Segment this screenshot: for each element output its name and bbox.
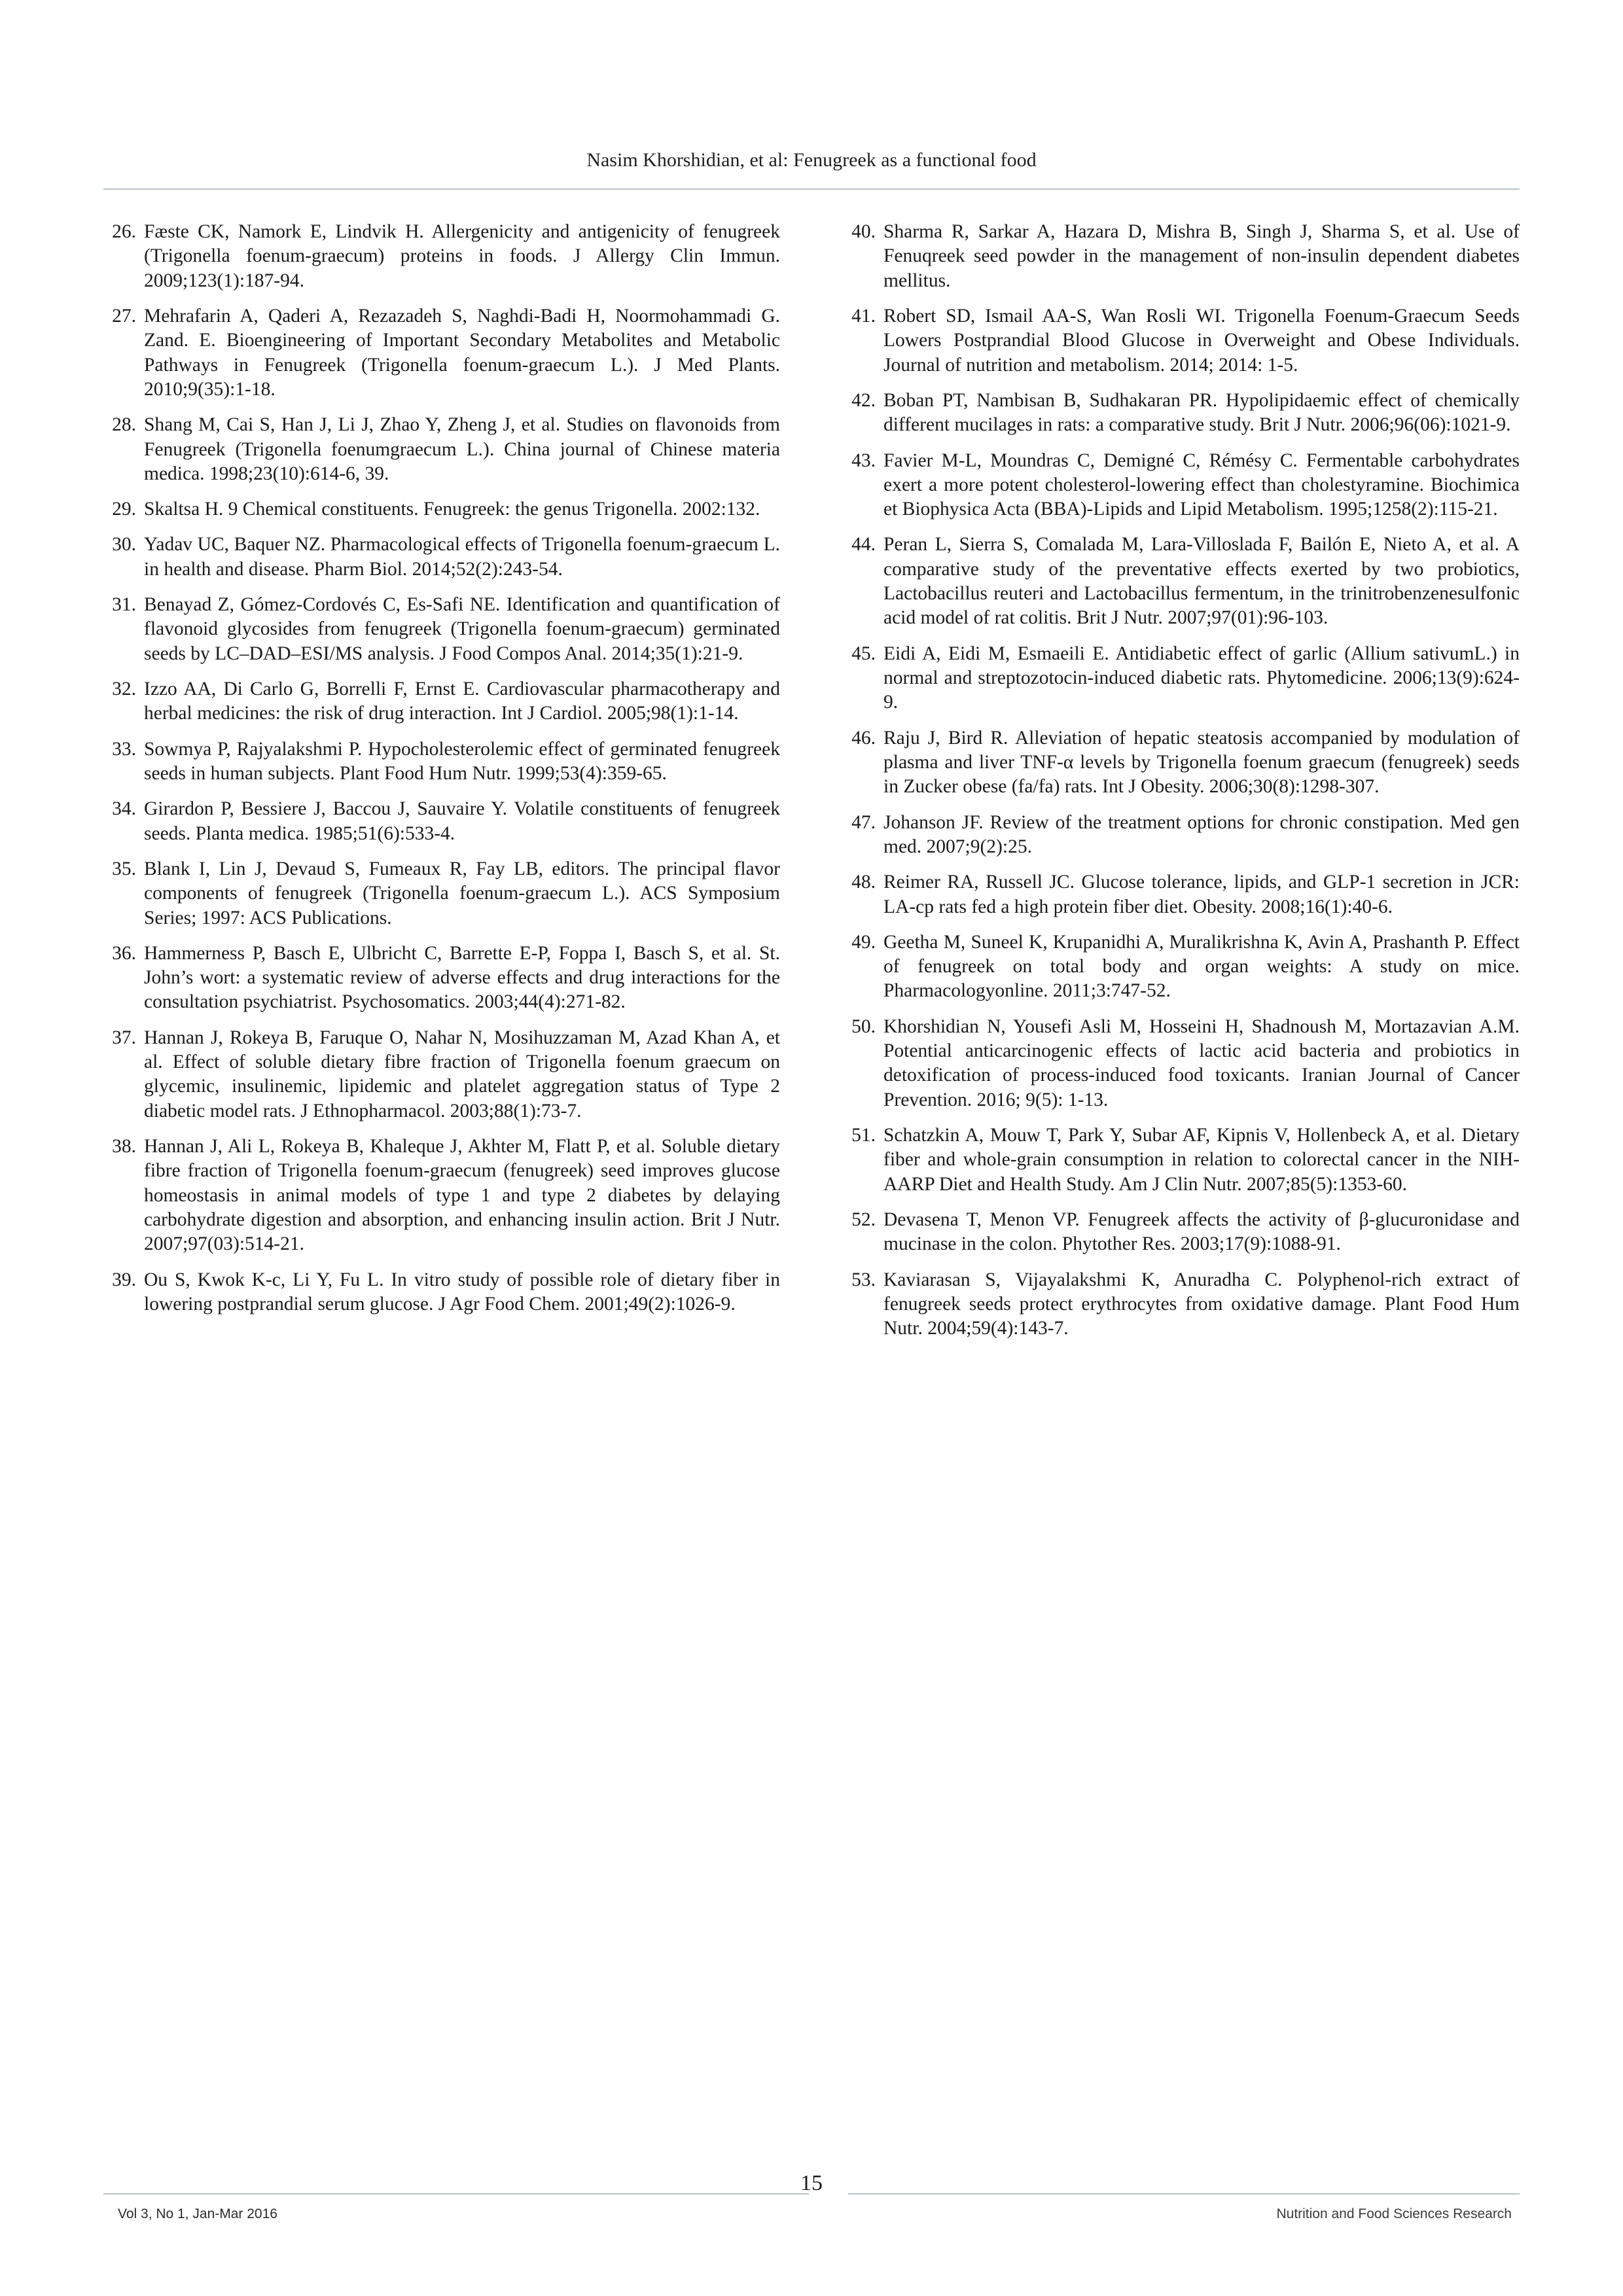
reference-item [843, 930, 1520, 1004]
reference-number: 41. [851, 305, 876, 327]
reference-list-right [843, 220, 1520, 1341]
reference-text: Favier M-L, Moundras C, Demigné C, Rémésy C. Fermentable carbohydrates exert a more potent cholesterol-lowering effect than cholestyramine. Biochimica et Biophysica Acta (BBA)-Lipids and Lipid Metabolism. 1995;1258(2):115-21. [883, 450, 1520, 520]
reference-number: 34. [112, 798, 136, 820]
reference-number: 28. [112, 414, 136, 436]
reference-number: 33. [112, 738, 136, 760]
right-column [843, 220, 1520, 1352]
reference-columns [103, 220, 1520, 1352]
reference-item [843, 304, 1520, 378]
reference-item [103, 413, 780, 486]
reference-number: 48. [851, 872, 876, 893]
reference-text: Ou S, Kwok K-c, Li Y, Fu L. In vitro study of possible role of dietary fiber in lowering postprandial serum glucose. J Agr Food Chem. 2001;49(2):1026-9. [144, 1269, 780, 1315]
reference-text: Blank I, Lin J, Devaud S, Fumeaux R, Fay LB, editors. The principal flavor components of fenugreek (Trigonella foenum-graecum L.). ACS Symposium Series; 1997: ACS Publications. [144, 858, 780, 928]
reference-item [843, 726, 1520, 800]
reference-item [843, 533, 1520, 630]
footer-journal-name: Nutrition and Food Sciences Research [1276, 2206, 1512, 2221]
reference-item [103, 857, 780, 930]
reference-text: Robert SD, Ismail AA-S, Wan Rosli WI. Trigonella Foenum-Graecum Seeds Lowers Postprandial Blood Glucose in Overweight and Obese Individuals. Journal of nutrition and metabolism. 2014; 2014: 1-5. [883, 305, 1520, 376]
reference-item [103, 1026, 780, 1123]
reference-number: 44. [851, 534, 876, 556]
reference-text: Geetha M, Suneel K, Krupanidhi A, Muralikrishna K, Avin A, Prashanth P. Effect of fenugreek on total body and organ weights: A study on mice. Pharmacologyonline. 2011;3:747-52. [883, 931, 1520, 1002]
reference-number: 29. [112, 499, 136, 520]
reference-number: 31. [112, 594, 136, 616]
reference-text: Kaviarasan S, Vijayalakshmi K, Anuradha C. Polyphenol-rich extract of fenugreek seeds protect erythrocytes from oxidative damage. Plant Food Hum Nutr. 2004;59(4):143-7. [883, 1269, 1520, 1339]
reference-number: 37. [112, 1027, 136, 1048]
left-column [103, 220, 780, 1352]
reference-text: Benayad Z, Gómez-Cordovés C, Es-Safi NE. Identification and quantification of flavonoid glycosides from fenugreek (Trigonella foenum-graecum) germinated seeds by LC–DAD–ESI/MS analysis. J Food Compos Anal. 2014;35(1):21-9. [144, 594, 780, 664]
footer-divider-left [103, 2193, 809, 2195]
reference-number: 49. [851, 931, 876, 953]
reference-number: 53. [851, 1269, 876, 1290]
reference-text: Yadav UC, Baquer NZ. Pharmacological effects of Trigonella foenum-graecum L. in health and disease. Pharm Biol. 2014;52(2):243-54. [144, 534, 780, 580]
reference-item [843, 449, 1520, 522]
reference-item [103, 942, 780, 1015]
reference-item [103, 1268, 780, 1317]
reference-number: 50. [851, 1016, 876, 1037]
reference-number: 30. [112, 534, 136, 556]
reference-item [843, 1015, 1520, 1112]
reference-text: Johanson JF. Review of the treatment options for chronic constipation. Med gen med. 2007;9(2):25. [883, 811, 1520, 857]
reference-item [843, 1268, 1520, 1341]
reference-number: 39. [112, 1269, 136, 1290]
reference-item [103, 1135, 780, 1257]
header-divider [103, 188, 1520, 190]
reference-text: Devasena T, Menon VP. Fenugreek affects the activity of β-glucuronidase and mucinase in the colon. Phytother Res. 2003;17(9):1088-91. [883, 1209, 1520, 1255]
footer-issue-info: Vol 3, No 1, Jan-Mar 2016 [118, 2206, 277, 2221]
reference-text: Sharma R, Sarkar A, Hazara D, Mishra B, Singh J, Sharma S, et al. Use of Fenuqreek seed powder in the management of non-insulin dependent diabetes mellitus. [883, 221, 1520, 291]
reference-item [843, 389, 1520, 438]
reference-text: Peran L, Sierra S, Comalada M, Lara-Villoslada F, Bailón E, Nieto A, et al. A comparative study of the preventative effects exerted by two probiotics, Lactobacillus reuteri and Lactobacillus fermentum, in the trinitrobenzenesulfonic acid model of rat colitis. Brit J Nutr. 2007;97(01):96-103. [883, 534, 1520, 629]
footer-divider-right [848, 2193, 1520, 2195]
reference-item [843, 870, 1520, 919]
reference-number: 46. [851, 727, 876, 749]
reference-item [103, 737, 780, 786]
reference-number: 26. [112, 221, 136, 242]
reference-text: Hannan J, Rokeya B, Faruque O, Nahar N, Mosihuzzaman M, Azad Khan A, et al. Effect of soluble dietary fibre fraction of Trigonella foenum graecum on glycemic, insulinemic, lipidemic and platelet aggregation status of Type 2 diabetic model rats. J Ethnopharmacol. 2003;88(1):73-7. [144, 1027, 780, 1122]
reference-number: 52. [851, 1209, 876, 1230]
reference-item [843, 811, 1520, 860]
page-number: 15 [800, 2171, 823, 2195]
reference-number: 36. [112, 942, 136, 964]
reference-text: Raju J, Bird R. Alleviation of hepatic steatosis accompanied by modulation of plasma and liver TNF-α levels by Trigonella foenum graecum (fenugreek) seeds in Zucker obese (fa/fa) rats. Int J Obesity. 2006;30(8):1298-307. [883, 727, 1520, 798]
reference-text: Reimer RA, Russell JC. Glucose tolerance, lipids, and GLP-1 secretion in JCR: LA-cp rats fed a high protein fiber diet. Obesity. 2008;16(1):40-6. [883, 872, 1520, 917]
reference-number: 45. [851, 643, 876, 664]
reference-text: Fæste CK, Namork E, Lindvik H. Allergenicity and antigenicity of fenugreek (Trigonella foenum-graecum) proteins in foods. J Allergy Clin Immun. 2009;123(1):187-94. [144, 221, 780, 291]
reference-number: 32. [112, 679, 136, 699]
reference-text: Khorshidian N, Yousefi Asli M, Hosseini H, Shadnoush M, Mortazavian A.M. Potential anticarcinogenic effects of lactic acid bacteria and probiotics in detoxification of process-induced food toxicants. Iranian Journal of Cancer Prevention. 2016; 9(5): 1-13. [883, 1016, 1520, 1110]
reference-number: 43. [851, 450, 876, 471]
reference-text: Eidi A, Eidi M, Esmaeili E. Antidiabetic effect of garlic (Allium sativumL.) in normal and streptozotocin-induced diabetic rats. Phytomedicine. 2006;13(9):624-9. [883, 643, 1520, 713]
reference-number: 35. [112, 858, 136, 879]
reference-item [103, 677, 780, 726]
reference-number: 27. [112, 305, 136, 327]
reference-number: 47. [851, 811, 876, 833]
reference-item [843, 1123, 1520, 1197]
running-head: Nasim Khorshidian, et al: Fenugreek as a functional food [586, 149, 1037, 171]
reference-text: Shang M, Cai S, Han J, Li J, Zhao Y, Zheng J, et al. Studies on flavonoids from Fenugreek (Trigonella foenumgraecum L.). China journal of Chinese materia medica. 1998;23(10):614-6, 39. [144, 414, 780, 484]
reference-item [843, 642, 1520, 715]
reference-number: 40. [851, 221, 876, 242]
reference-item [103, 304, 780, 402]
reference-text: Izzo AA, Di Carlo G, Borrelli F, Ernst E. Cardiovascular pharmacotherapy and herbal medicines: the risk of drug interaction. Int J Cardiol. 2005;98(1):1-14. [144, 679, 780, 724]
reference-item [103, 797, 780, 846]
reference-text: Mehrafarin A, Qaderi A, Rezazadeh S, Naghdi-Badi H, Noormohammadi G. Zand. E. Bioengineering of Important Secondary Metabolites and Metabolic Pathways in Fenugreek (Trigonella foenum-graecum L.). J Med Plants. 2010;9(35):1-18. [144, 305, 780, 400]
reference-item [843, 1208, 1520, 1257]
reference-text: Sowmya P, Rajyalakshmi P. Hypocholesterolemic effect of germinated fenugreek seeds in human subjects. Plant Food Hum Nutr. 1999;53(4):359-65. [144, 738, 780, 784]
reference-text: Boban PT, Nambisan B, Sudhakaran PR. Hypolipidaemic effect of chemically different mucilages in rats: a comparative study. Brit J Nutr. 2006;96(06):1021-9. [883, 389, 1520, 436]
reference-text: Girardon P, Bessiere J, Baccou J, Sauvaire Y. Volatile constituents of fenugreek seeds. Planta medica. 1985;51(6):533-4. [144, 798, 780, 844]
reference-item [103, 220, 780, 293]
reference-number: 42. [851, 389, 876, 411]
reference-item [103, 593, 780, 666]
reference-item [103, 533, 780, 582]
reference-list-left [103, 220, 780, 1316]
reference-number: 51. [851, 1125, 876, 1146]
reference-text: Skaltsa H. 9 Chemical constituents. Fenugreek: the genus Trigonella. 2002:132. [144, 499, 760, 520]
reference-text: Hannan J, Ali L, Rokeya B, Khaleque J, Akhter M, Flatt P, et al. Soluble dietary fibre fraction of Trigonella foenum-graecum (fenugreek) seed improves glucose homeostasis in animal models of type 1 and type 2 diabetes by delaying carbohydrate digestion and absorption, and enhancing insulin action. Brit J Nutr. 2007;97(03):514-21. [144, 1136, 780, 1255]
reference-text: Hammerness P, Basch E, Ulbricht C, Barrette E-P, Foppa I, Basch S, et al. St. John’s wort: a systematic review of adverse effects and drug interactions for the consultation psychiatrist. Psychosomatics. 2003;44(4):271-82. [144, 942, 780, 1013]
reference-number: 38. [112, 1136, 136, 1157]
reference-item [843, 220, 1520, 293]
reference-text: Schatzkin A, Mouw T, Park Y, Subar AF, Kipnis V, Hollenbeck A, et al. Dietary fiber and whole-grain consumption in relation to colorectal cancer in the NIH-AARP Diet and Health Study. Am J Clin Nutr. 2007;85(5):1353-60. [883, 1125, 1520, 1195]
reference-item [103, 497, 780, 521]
